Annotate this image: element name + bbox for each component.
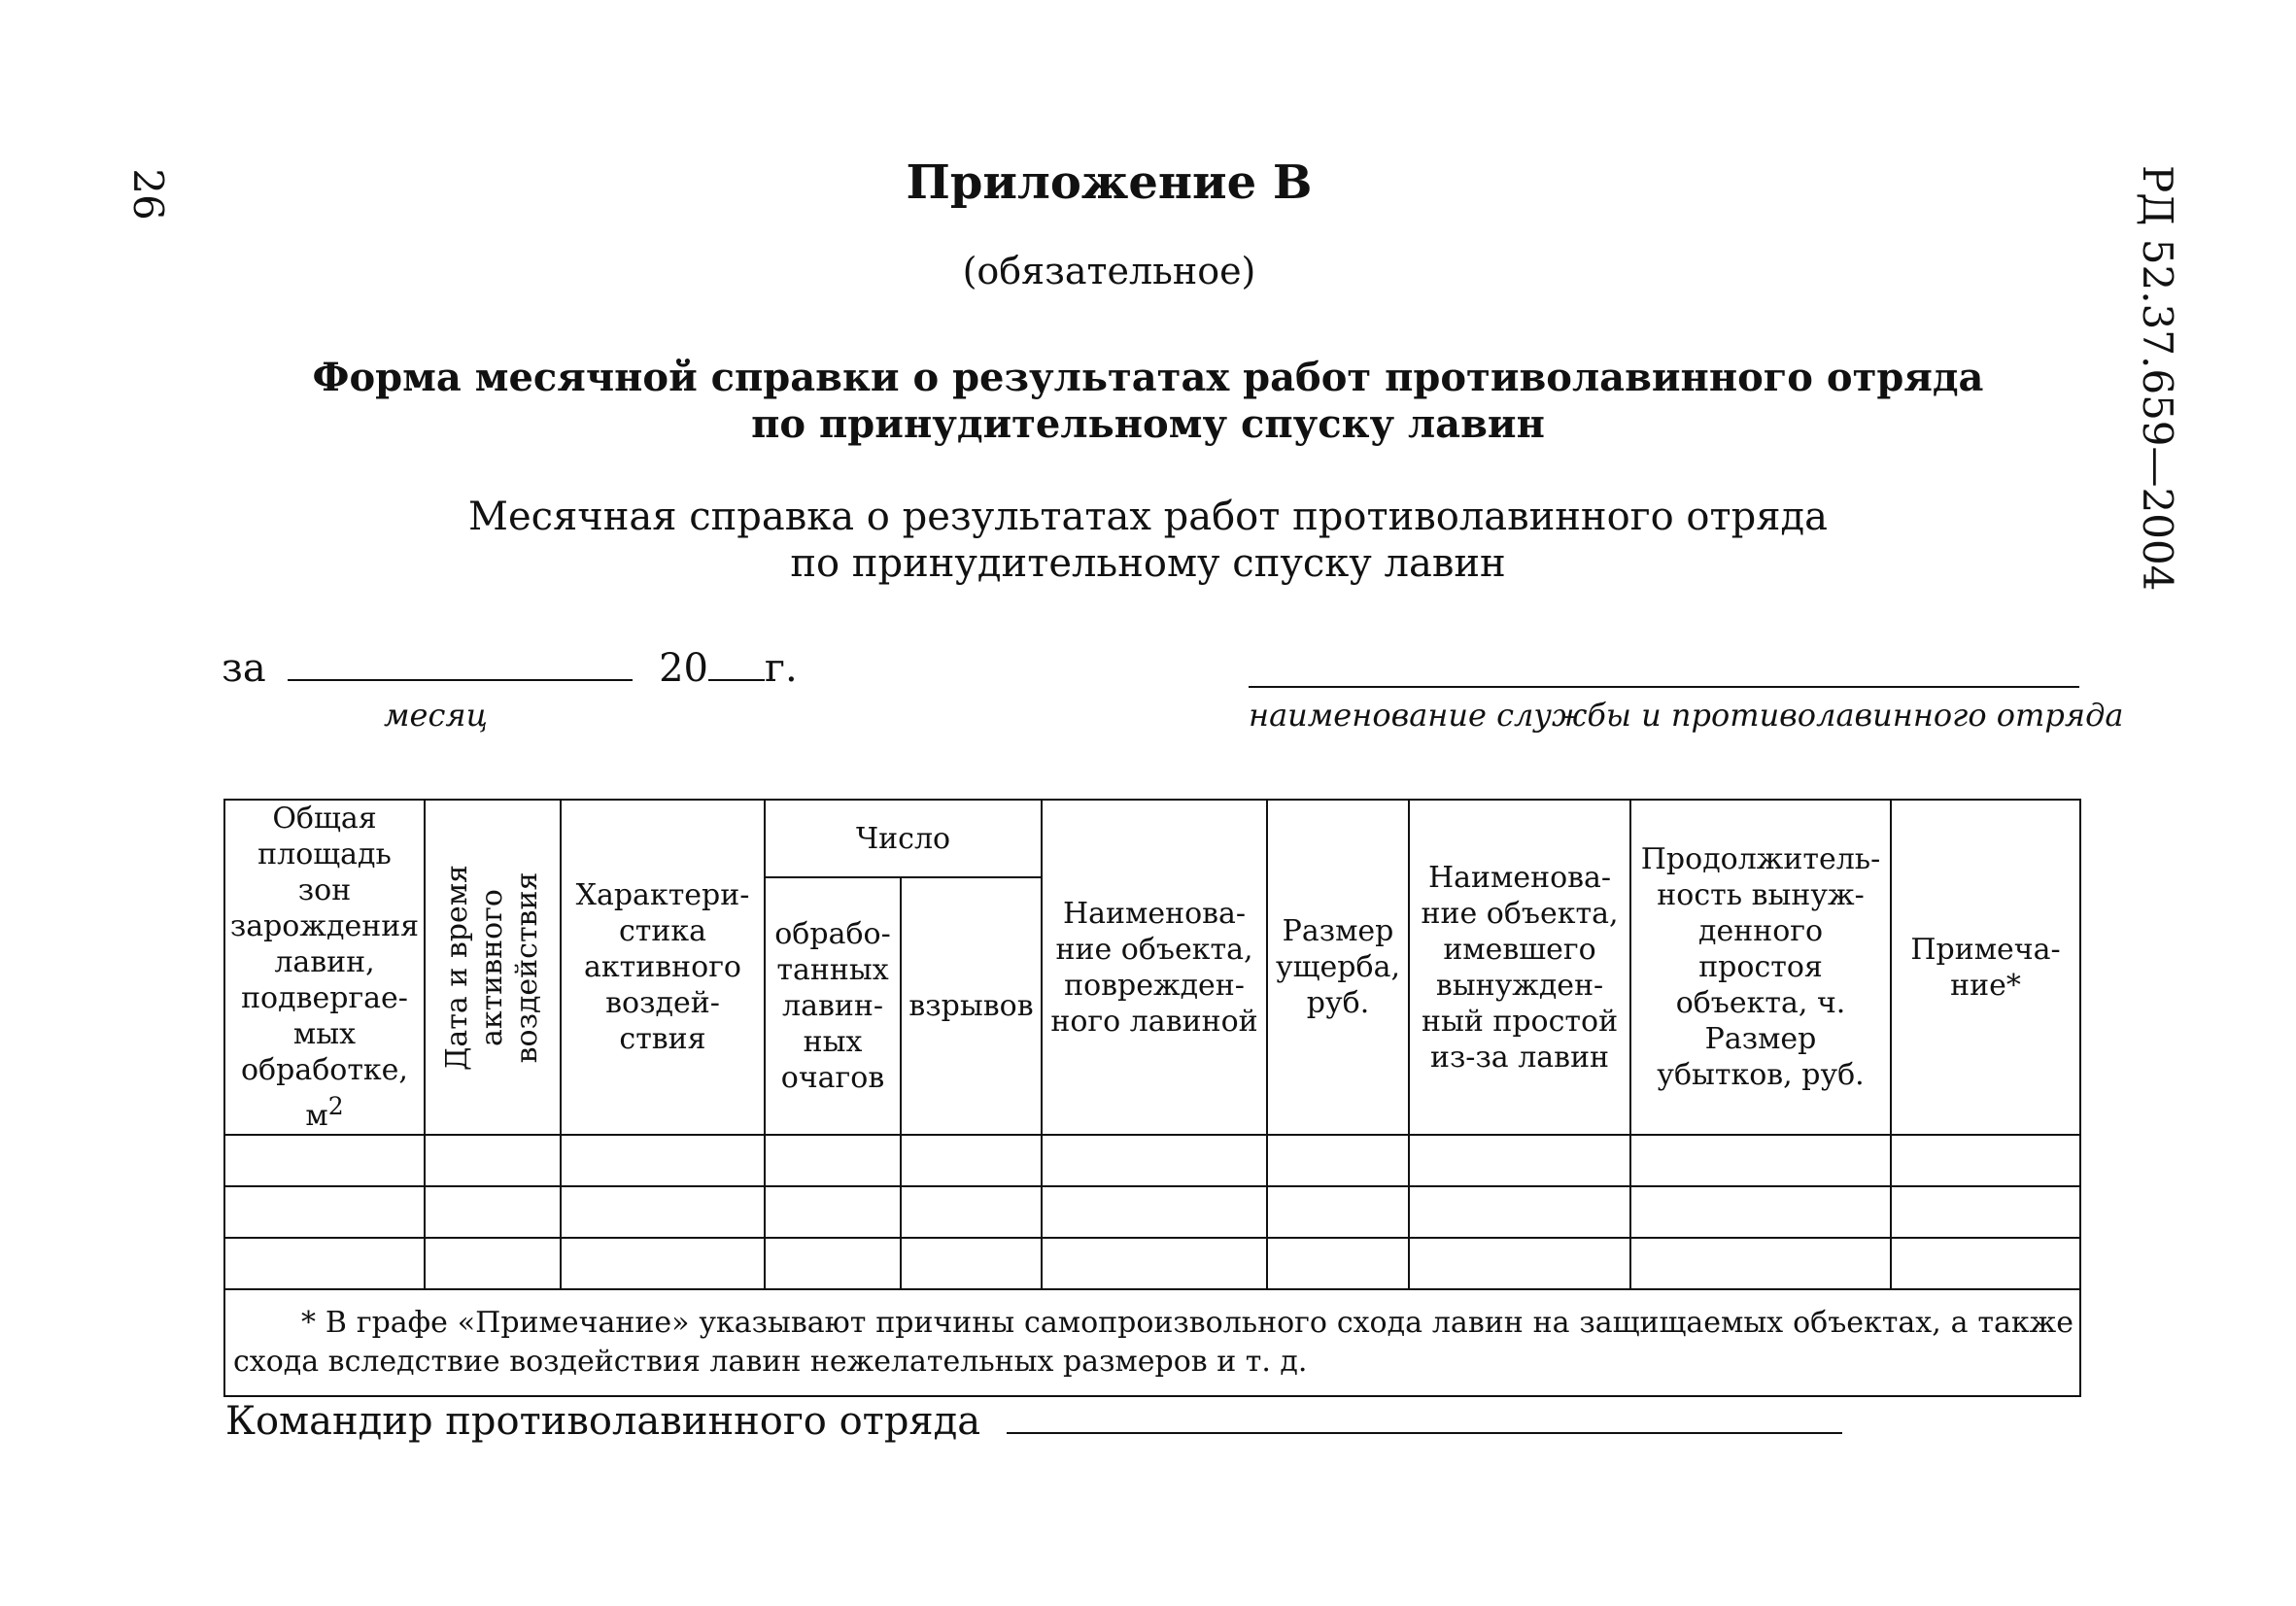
table-cell[interactable]: [561, 1238, 765, 1289]
table-cell[interactable]: [765, 1186, 901, 1238]
table-cell[interactable]: [224, 1186, 425, 1238]
year-prefix: 20: [659, 646, 709, 691]
table-cell[interactable]: [1891, 1238, 2080, 1289]
table-cell[interactable]: [1267, 1135, 1409, 1186]
header-downtime: Продолжитель- ность вынуж- денного простоя объекта, ч. Размер убытков, руб.: [1630, 800, 1891, 1135]
header-area: Общая площадь зон зарождения лавин, подвергае- мых обработке, $м^2$: [224, 800, 425, 1135]
year-suffix: г.: [765, 646, 798, 691]
table-cell[interactable]: [1409, 1135, 1630, 1186]
form-title-line-2: по принудительному спуску лавин: [751, 401, 1545, 447]
header-explosions: взрывов: [901, 877, 1042, 1135]
report-heading: [0, 494, 2296, 587]
table-cell[interactable]: [425, 1186, 561, 1238]
table-cell[interactable]: [1267, 1186, 1409, 1238]
table-cell[interactable]: [1891, 1135, 2080, 1186]
service-caption: наименование службы и противолавинного отряда: [1249, 697, 2124, 734]
period-prefix: за: [222, 646, 266, 691]
appendix-title: Приложение В: [906, 155, 1313, 210]
table-cell[interactable]: [561, 1186, 765, 1238]
table-cell[interactable]: [901, 1238, 1042, 1289]
table-cell[interactable]: [901, 1135, 1042, 1186]
commander-signature-row: [225, 1399, 1842, 1444]
footnote-cell: [224, 1289, 2080, 1396]
appendix-status: (обязательное): [962, 250, 1256, 292]
commander-label: Командир противолавинного отряда: [225, 1399, 981, 1444]
report-heading-line-2: по принудительному спуску лавин: [790, 541, 1506, 586]
header-treated: обрабо- танных лавин- ных очагов: [765, 877, 901, 1135]
header-damaged-object: Наименова- ние объекта, поврежден- ного лавиной: [1042, 800, 1267, 1135]
period-row: [222, 646, 798, 691]
table-cell[interactable]: [1630, 1135, 1891, 1186]
table-cell[interactable]: [1409, 1238, 1630, 1289]
header-damage: Размер ущерба, руб.: [1267, 800, 1409, 1135]
table-cell[interactable]: [1630, 1186, 1891, 1238]
table-cell[interactable]: [1267, 1238, 1409, 1289]
month-caption: месяц: [384, 697, 488, 734]
header-note: Примеча- ние*: [1891, 800, 2080, 1135]
header-characteristic: Характери- стика активного воздей- ствия: [561, 800, 765, 1135]
table-cell[interactable]: [765, 1238, 901, 1289]
form-title: [0, 355, 2296, 448]
year-blank[interactable]: [708, 679, 765, 681]
table-cell[interactable]: [1042, 1238, 1267, 1289]
footnote-row: [224, 1289, 2080, 1396]
table-cell[interactable]: [425, 1238, 561, 1289]
table-cell[interactable]: [901, 1186, 1042, 1238]
table-cell[interactable]: [1630, 1238, 1891, 1289]
table-cell[interactable]: [1891, 1186, 2080, 1238]
report-table: [223, 799, 2081, 1397]
table-cell[interactable]: [765, 1135, 901, 1186]
table-cell[interactable]: [561, 1135, 765, 1186]
service-name-blank[interactable]: [1249, 686, 2079, 688]
header-row-1: [224, 800, 2080, 877]
table-cell[interactable]: [224, 1238, 425, 1289]
table-cell[interactable]: [224, 1135, 425, 1186]
table-cell[interactable]: [1042, 1186, 1267, 1238]
header-downtime-object: Наименова- ние объекта, имевшего вынужден- ный простой из-за лавин: [1409, 800, 1630, 1135]
header-count: Число: [765, 800, 1042, 877]
document-code: РД 52.37.659—2004: [2134, 165, 2181, 592]
footnote: * В графе «Примечание» указывают причины самопроизвольного схода лавин на защищаемых объектах, а также схода вследствие воздействия лавин нежелательных размеров и т. д.: [233, 1306, 2074, 1379]
table-cell[interactable]: [425, 1135, 561, 1186]
month-blank[interactable]: [288, 679, 633, 681]
table-row: [224, 1135, 2080, 1186]
table-row: [224, 1186, 2080, 1238]
page-number: 26: [124, 168, 172, 221]
report-heading-line-1: Месячная справка о результатах работ противолавинного отряда: [468, 495, 1828, 539]
form-title-line-1: Форма месячной справки о результатах работ противолавинного отряда: [312, 355, 1984, 400]
table-cell[interactable]: [1409, 1186, 1630, 1238]
header-datetime: Дата и время активного воздействия: [425, 800, 561, 1135]
table-row: [224, 1238, 2080, 1289]
table-cell[interactable]: [1042, 1135, 1267, 1186]
commander-signature-blank[interactable]: [1007, 1432, 1842, 1434]
